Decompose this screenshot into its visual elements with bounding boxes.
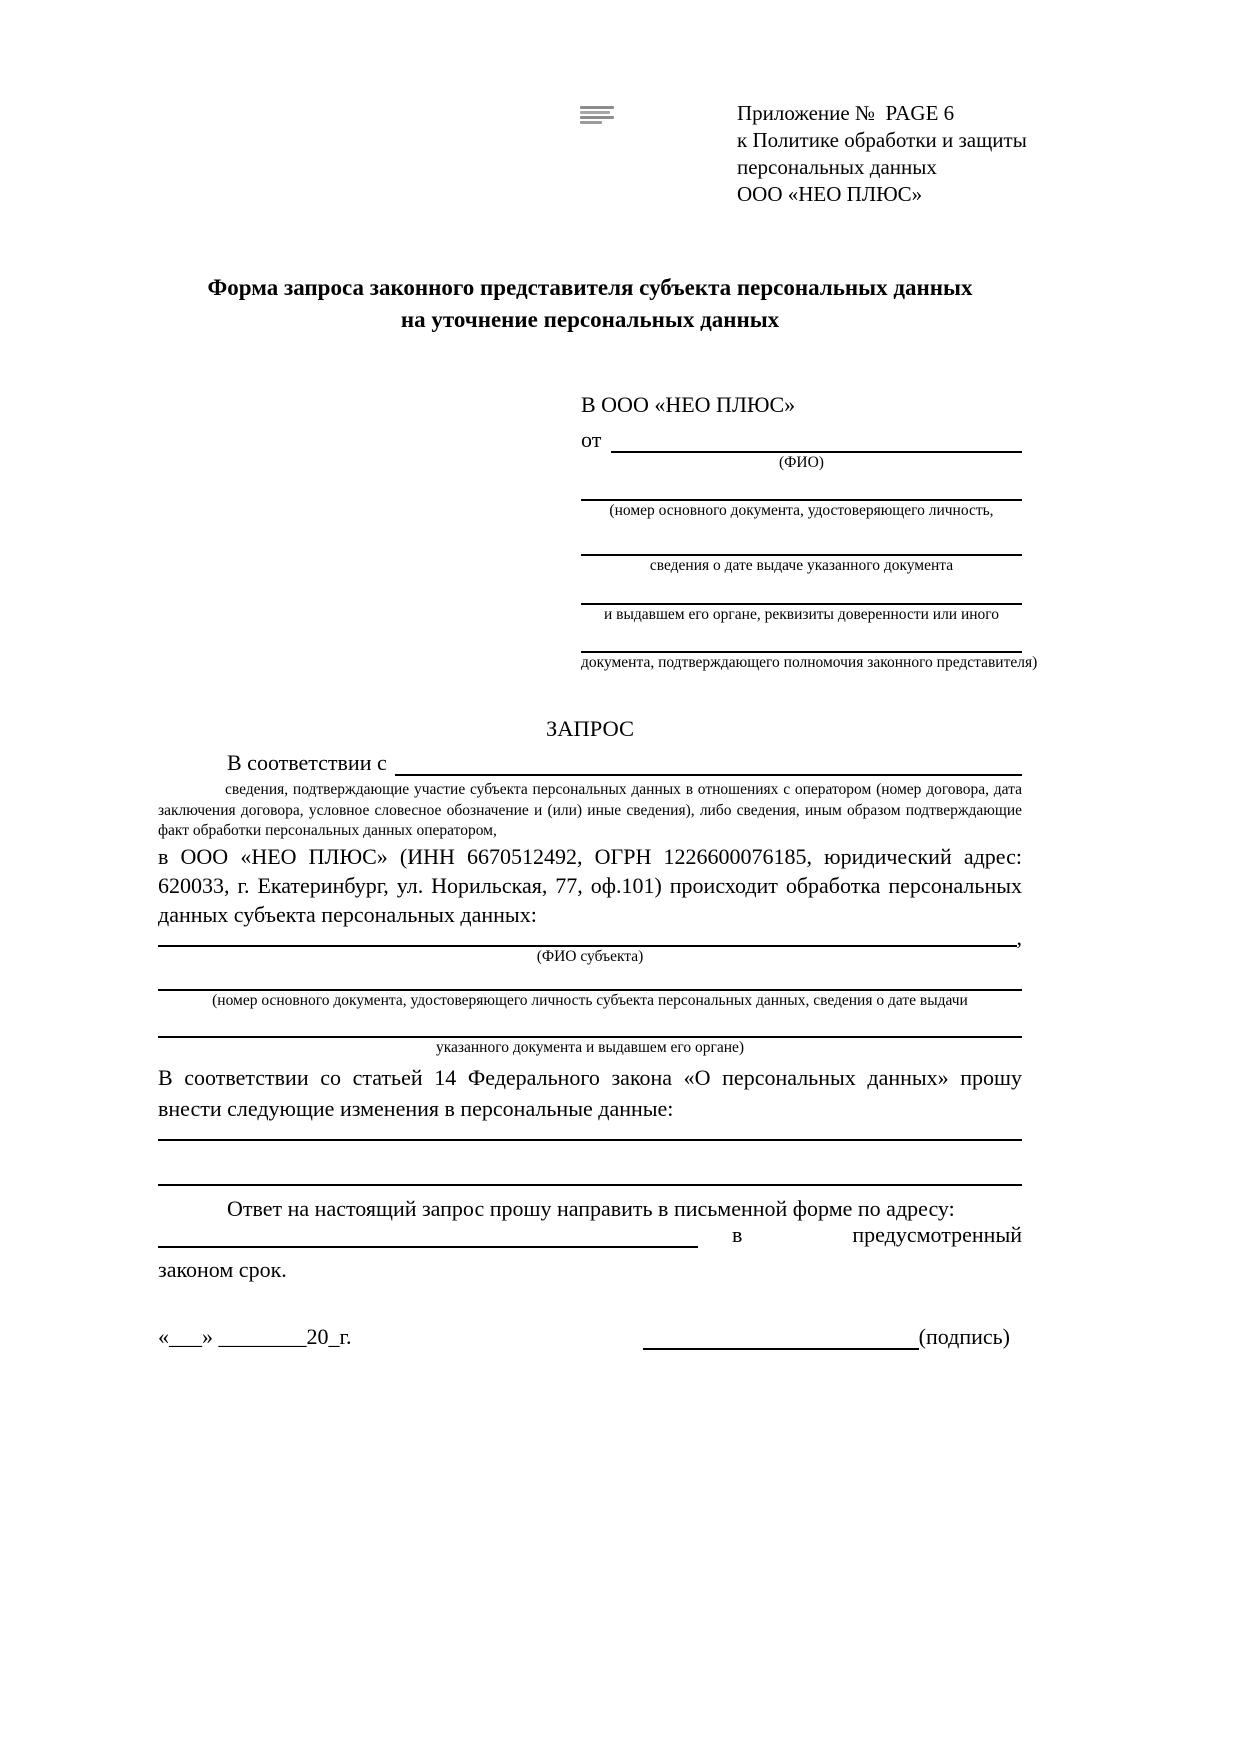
from-row xyxy=(581,427,1022,453)
issuing-authority-caption: и выдавшем его органе, реквизиты доверенности или иного xyxy=(603,606,1000,623)
form-title xyxy=(158,272,1022,336)
artifact-bar xyxy=(580,106,614,109)
subject-line-comma: , xyxy=(1016,924,1022,950)
subject-authority-blank-line xyxy=(158,1011,1022,1038)
subject-fio-row xyxy=(158,924,1022,950)
issue-date-caption: сведения о дате выдаче указанного документа xyxy=(649,557,954,574)
subject-authority-caption: указанного документа и выдавшем его органе) xyxy=(435,1038,745,1056)
signature-area xyxy=(643,1324,1010,1350)
reply-word-in: в xyxy=(732,1221,743,1247)
signature-row xyxy=(158,1324,1022,1350)
subject-fio-caption: (ФИО субъекта) xyxy=(536,947,644,965)
issuing-authority-blank-line xyxy=(581,576,1022,605)
subject-document-caption: (номер основного документа, удостоверяющего личность субъекта персональных данных, сведения о дате выдачи xyxy=(212,991,968,1009)
reply-address-row xyxy=(158,1221,1022,1248)
company-name: ООО «НЕО ПЛЮС» xyxy=(737,182,923,206)
addressee-block xyxy=(581,392,1038,673)
issue-date-blank-line xyxy=(581,521,1022,556)
policy-line-2: персональных данных xyxy=(737,155,937,179)
from-label: от xyxy=(581,427,602,452)
request-body xyxy=(158,716,1022,1350)
reply-address-sentence: Ответ на настоящий запрос прошу направить в письменной форме по адресу: xyxy=(227,1195,955,1221)
basis-footnote: сведения, подтверждающие участие субъекта персональных данных в отношениях с оператором (номер договора, дата заключения договора, условное словесное обозначение и (или) иные сведения), либо сведения, иным образом подтверждающие факт обработки персональных данных оператором, xyxy=(158,781,1022,839)
appendix-number-line: Приложение № PAGE 6 xyxy=(737,101,955,125)
date-blank: «___» ________20_г. xyxy=(158,1323,352,1349)
authority-document-blank-line xyxy=(581,625,1022,653)
changes-blank-line-2 xyxy=(158,1141,1022,1186)
changes-blank-line-1 xyxy=(158,1124,1022,1141)
subject-document-blank-line xyxy=(158,967,1022,991)
request-heading: ЗАПРОС xyxy=(545,716,635,741)
intro-prefix: В соответствии с xyxy=(227,750,387,775)
artifact-bar xyxy=(580,111,610,114)
reply-word-due: предусмотренный xyxy=(852,1221,1022,1247)
addressee-company: В ООО «НЕО ПЛЮС» xyxy=(581,392,796,417)
artifact-bar xyxy=(580,121,602,124)
signature-caption: (подпись) xyxy=(918,1323,1010,1349)
policy-line-1: к Политике обработки и защиты xyxy=(737,128,1027,152)
intro-row xyxy=(158,750,1022,776)
fio-blank-line xyxy=(611,427,1022,453)
article14-paragraph: В соответствии со статьей 14 Федерального закона «О персональных данных» прошу внести следующие изменения в персональные данные: xyxy=(158,1064,1022,1121)
document-number-caption: (номер основного документа, удостоверяющего личность, xyxy=(609,502,994,519)
fio-caption: (ФИО) xyxy=(779,454,824,471)
reply-closing: законом срок. xyxy=(158,1256,287,1282)
reply-address-blank-line xyxy=(158,1224,698,1248)
artifact-bar xyxy=(580,116,614,119)
appendix-header xyxy=(737,100,1027,208)
basis-blank-line xyxy=(395,750,1022,776)
signature-blank-line xyxy=(643,1326,919,1350)
document-number-blank-line xyxy=(581,473,1022,501)
blurred-text-artifact-icon xyxy=(580,106,614,126)
form-title-line-1: Форма запроса законного представителя субъекта персональных данных xyxy=(207,275,973,300)
operator-paragraph: в ООО «НЕО ПЛЮС» (ИНН 6670512492, ОГРН 1226600076185, юридический адрес: 620033, г. Екатеринбург, ул. Норильская, 77, оф.101) происходит обработка персональных данных субъекта персональных данных: xyxy=(158,843,1022,927)
form-title-line-2: на уточнение персональных данных xyxy=(400,307,780,332)
authority-document-caption: документа, подтверждающего полномочия законного представителя) xyxy=(581,654,1038,671)
